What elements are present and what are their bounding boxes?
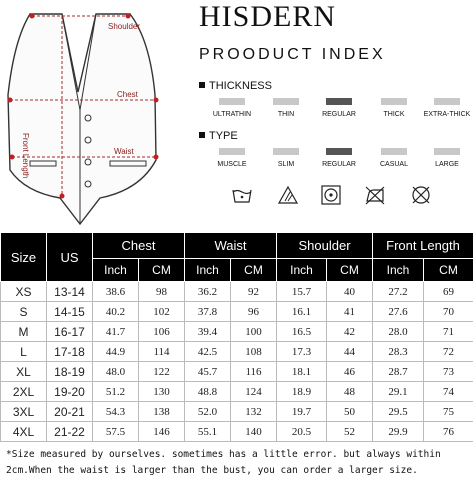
subheader-cm: CM xyxy=(231,259,277,282)
measurement-cell: 100 xyxy=(231,322,277,342)
header-shoulder: Shoulder xyxy=(277,233,373,259)
measurement-cell: 48 xyxy=(327,382,373,402)
thickness-swatch-extra-thick xyxy=(434,98,460,105)
size-cell: M xyxy=(1,322,47,342)
measurement-cell: 52.0 xyxy=(185,402,231,422)
measurement-cell: 108 xyxy=(231,342,277,362)
measurement-cell: 36.2 xyxy=(185,282,231,302)
thickness-label-ultrathin: ULTRATHIN xyxy=(212,111,252,118)
measurement-cell: 52 xyxy=(327,422,373,442)
header-waist: Waist xyxy=(185,233,277,259)
size-cell: 4XL xyxy=(1,422,47,442)
measurement-cell: 73 xyxy=(424,362,473,382)
size-cell: XL xyxy=(1,362,47,382)
measurement-cell: 27.6 xyxy=(373,302,424,322)
measurement-cell: 19.7 xyxy=(277,402,327,422)
measurement-cell: 72 xyxy=(424,342,473,362)
us-size-cell: 20-21 xyxy=(47,402,93,422)
table-row xyxy=(1,342,473,362)
thickness-label-regular: REGULAR xyxy=(322,111,356,118)
type-swatch-large xyxy=(434,148,460,155)
measurement-cell: 69 xyxy=(424,282,473,302)
us-size-cell: 14-15 xyxy=(47,302,93,322)
shoulder-label: Shoulder xyxy=(108,22,141,31)
type-title: TYPE xyxy=(199,130,238,142)
hand-wash-icon xyxy=(231,184,253,206)
size-cell: S xyxy=(1,302,47,322)
thickness-swatch-ultrathin xyxy=(219,98,245,105)
measurement-cell: 20.5 xyxy=(277,422,327,442)
measurement-cell: 122 xyxy=(139,362,185,382)
thickness-swatch-thick xyxy=(381,98,407,105)
table-row xyxy=(1,282,473,302)
measurement-cell: 48.0 xyxy=(93,362,139,382)
measurement-cell: 54.3 xyxy=(93,402,139,422)
measurement-cell: 71 xyxy=(424,322,473,342)
measurement-cell: 48.8 xyxy=(185,382,231,402)
subheader-inch: Inch xyxy=(185,259,231,282)
size-cell: L xyxy=(1,342,47,362)
measurement-cell: 102 xyxy=(139,302,185,322)
subheader-cm: CM xyxy=(424,259,473,282)
front-length-label: Front Length xyxy=(21,133,30,179)
measurement-cell: 130 xyxy=(139,382,185,402)
no-bleach-icon xyxy=(277,184,299,206)
measurement-cell: 29.5 xyxy=(373,402,424,422)
thickness-label-thin: THIN xyxy=(277,111,295,118)
measurement-cell: 39.4 xyxy=(185,322,231,342)
measurement-cell: 114 xyxy=(139,342,185,362)
thickness-title: THICKNESS xyxy=(199,80,272,92)
measurement-cell: 124 xyxy=(231,382,277,402)
header-front-length: Front Length xyxy=(373,233,473,259)
size-cell: 3XL xyxy=(1,402,47,422)
us-size-cell: 13-14 xyxy=(47,282,93,302)
type-label-slim: SLIM xyxy=(277,161,295,168)
measurement-cell: 42.5 xyxy=(185,342,231,362)
measurement-cell: 98 xyxy=(139,282,185,302)
size-note-line-1: *Size measured by ourselves. sometimes has a little error. but always within xyxy=(6,449,441,460)
measurement-cell: 16.1 xyxy=(277,302,327,322)
size-note xyxy=(6,447,470,479)
table-row xyxy=(1,402,473,422)
subheader-inch: Inch xyxy=(93,259,139,282)
measurement-cell: 29.1 xyxy=(373,382,424,402)
measurement-cell: 40.2 xyxy=(93,302,139,322)
measurement-cell: 70 xyxy=(424,302,473,322)
do-not-iron-icon xyxy=(364,184,386,206)
table-row xyxy=(1,382,473,402)
subheader-cm: CM xyxy=(139,259,185,282)
table-header-row xyxy=(1,233,473,259)
header-size: Size xyxy=(1,233,47,282)
do-not-dry-clean-icon xyxy=(410,184,432,206)
table-row xyxy=(1,362,473,382)
thickness-label-extra-thick: EXTRA-THICK xyxy=(423,111,471,118)
us-size-cell: 21-22 xyxy=(47,422,93,442)
type-swatch-casual xyxy=(381,148,407,155)
measurement-cell: 29.9 xyxy=(373,422,424,442)
type-label-casual: CASUAL xyxy=(379,161,408,168)
type-swatch-slim xyxy=(273,148,299,155)
measurement-cell: 28.7 xyxy=(373,362,424,382)
measurement-cell: 50 xyxy=(327,402,373,422)
table-row xyxy=(1,302,473,322)
size-cell: XS xyxy=(1,282,47,302)
measurement-cell: 45.7 xyxy=(185,362,231,382)
thickness-swatch-thin xyxy=(273,98,299,105)
us-size-cell: 16-17 xyxy=(47,322,93,342)
thickness-label-thick: THICK xyxy=(383,111,405,118)
measurement-cell: 44 xyxy=(327,342,373,362)
type-label-large: LARGE xyxy=(435,161,459,168)
type-swatch-muscle xyxy=(219,148,245,155)
size-cell: 2XL xyxy=(1,382,47,402)
measurement-cell: 55.1 xyxy=(185,422,231,442)
measurement-cell: 106 xyxy=(139,322,185,342)
measurement-cell: 15.7 xyxy=(277,282,327,302)
measurement-cell: 17.3 xyxy=(277,342,327,362)
measurement-cell: 28.0 xyxy=(373,322,424,342)
measurement-cell: 16.5 xyxy=(277,322,327,342)
vest-diagram xyxy=(0,0,175,230)
size-table xyxy=(0,232,473,442)
measurement-cell: 27.2 xyxy=(373,282,424,302)
size-note-line-2: 2cm.When the waist is larger than the bust, you can order a larger size. xyxy=(6,465,418,476)
measurement-cell: 38.6 xyxy=(93,282,139,302)
subheader-cm: CM xyxy=(327,259,373,282)
measurement-cell: 46 xyxy=(327,362,373,382)
measurement-cell: 37.8 xyxy=(185,302,231,322)
measurement-cell: 74 xyxy=(424,382,473,402)
us-size-cell: 17-18 xyxy=(47,342,93,362)
measurement-cell: 140 xyxy=(231,422,277,442)
subheader-inch: Inch xyxy=(373,259,424,282)
measurement-cell: 40 xyxy=(327,282,373,302)
type-swatch-regular xyxy=(326,148,352,155)
measurement-cell: 44.9 xyxy=(93,342,139,362)
tumble-dry-icon xyxy=(320,184,342,206)
waist-label: Waist xyxy=(114,147,134,156)
measurement-cell: 75 xyxy=(424,402,473,422)
measurement-cell: 18.9 xyxy=(277,382,327,402)
measurement-cell: 132 xyxy=(231,402,277,422)
type-label-regular: REGULAR xyxy=(322,161,356,168)
measurement-cell: 41.7 xyxy=(93,322,139,342)
thickness-swatch-regular xyxy=(326,98,352,105)
header-chest: Chest xyxy=(93,233,185,259)
measurement-cell: 116 xyxy=(231,362,277,382)
measurement-cell: 138 xyxy=(139,402,185,422)
measurement-cell: 96 xyxy=(231,302,277,322)
chest-label: Chest xyxy=(117,90,138,99)
table-row xyxy=(1,322,473,342)
measurement-cell: 42 xyxy=(327,322,373,342)
brand-title: HISDERN xyxy=(199,0,337,33)
header-us: US xyxy=(47,233,93,282)
measurement-cell: 18.1 xyxy=(277,362,327,382)
page-subtitle: PROODUCT INDEX xyxy=(199,46,386,63)
measurement-cell: 57.5 xyxy=(93,422,139,442)
measurement-cell: 76 xyxy=(424,422,473,442)
measurement-cell: 92 xyxy=(231,282,277,302)
measurement-cell: 41 xyxy=(327,302,373,322)
subheader-inch: Inch xyxy=(277,259,327,282)
us-size-cell: 19-20 xyxy=(47,382,93,402)
measurement-cell: 28.3 xyxy=(373,342,424,362)
type-label-muscle: MUSCLE xyxy=(217,161,247,168)
measurement-cell: 51.2 xyxy=(93,382,139,402)
us-size-cell: 18-19 xyxy=(47,362,93,382)
table-row xyxy=(1,422,473,442)
measurement-cell: 146 xyxy=(139,422,185,442)
